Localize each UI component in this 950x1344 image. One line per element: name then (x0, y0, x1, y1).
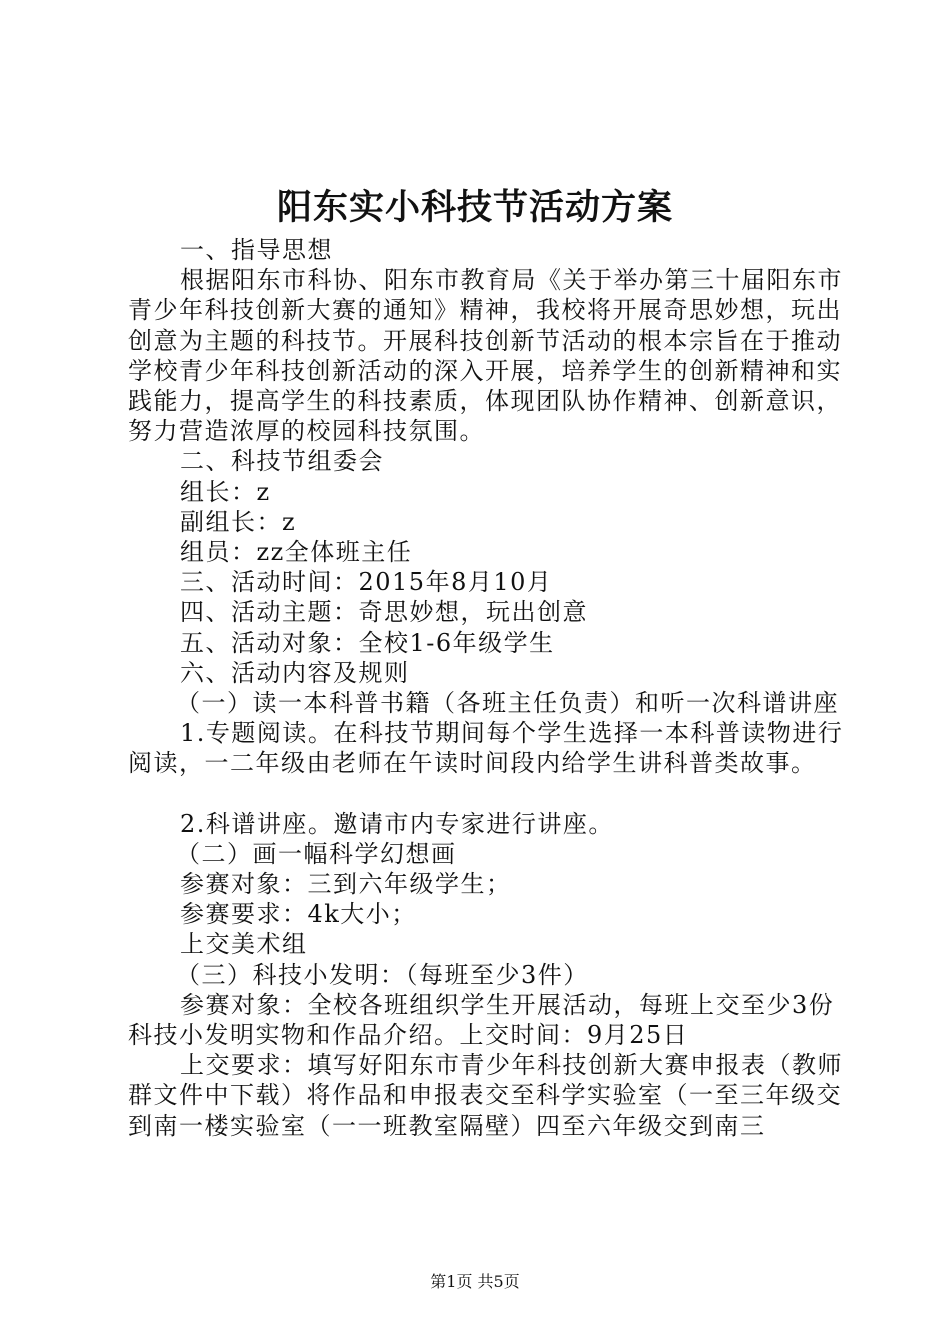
subsection-invention: （三）科技小发明：（每班至少3件） (176, 960, 589, 989)
section-heading-guiding-idea: 一、指导思想 (180, 236, 333, 264)
document-title: 阳东实小科技节活动方案 (276, 187, 673, 228)
page-number: 第1页 共5页 (430, 1272, 520, 1291)
paragraph-lecture: 2.科谱讲座。邀请市内专家进行讲座。 (180, 809, 614, 838)
subsection-painting: （二）画一幅科学幻想画 (176, 839, 457, 868)
invention-participants: 参赛对象：全校各班组织学生开展活动，每班上交至少3份科技小发明实物和作品介绍。上交时间：9月25日 (128, 990, 835, 1050)
document-body (128, 235, 848, 1141)
invention-submit-requirements: 上交要求：填写好阳东市青少年科技创新大赛申报表（教师群文件中下载）将作品和申报表交至科学实验室（一至三年级交到南一楼实验室（一一班教室隔壁）四至六年级交到南三 (128, 1051, 843, 1140)
subsection-reading: （一）读一本科普书籍（各班主任负责）和听一次科谱讲座 (176, 689, 839, 718)
painting-submit-to: 上交美术组 (180, 930, 308, 959)
paragraph-topic-reading: 1.专题阅读。在科技节期间每个学生选择一本科普读物进行阅读，一二年级由老师在午读时间段内给学生讲科普类故事。 (128, 719, 844, 778)
painting-requirements: 参赛要求：4k大小； (180, 900, 417, 929)
committee-leader: 组长：z (180, 477, 271, 506)
activity-theme: 四、活动主题：奇思妙想，玩出创意 (180, 598, 588, 627)
committee-vice-leader: 副组长：z (180, 507, 297, 536)
painting-participants: 参赛对象：三到六年级学生； (180, 870, 512, 899)
committee-members: 组员：zz全体班主任 (180, 538, 413, 567)
section-heading-content-rules: 六、活动内容及规则 (180, 658, 410, 687)
activity-time: 三、活动时间：2015年8月10月 (180, 568, 553, 597)
section-heading-committee: 二、科技节组委会 (180, 447, 384, 476)
paragraph-guiding-idea: 根据阳东市科协、阳东市教育局《关于举办第三十届阳东市青少年科技创新大赛的通知》精神，我校将开展奇思妙想，玩出创意为主题的科技节。开展科技创新节活动的根本宗旨在于推动学校青少年科技创新活动的深入开展，培养学生的创新精神和实践能力，提高学生的科技素质，体现团队协作精神、创新意识，努力营造浓厚的校园科技氛围。 (128, 266, 843, 446)
activity-target: 五、活动对象：全校1-6年级学生 (180, 628, 555, 657)
